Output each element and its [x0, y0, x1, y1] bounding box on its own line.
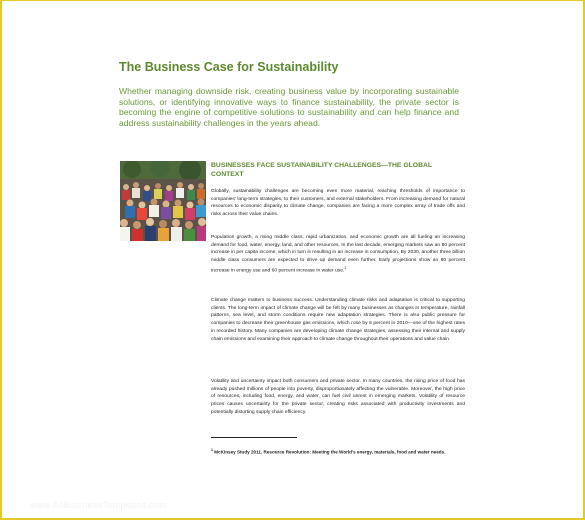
intro-text: Whether managing downside risk, creating business value by incorporating sustainable solutions, or identifying innovative ways to finance sustainability, the private sector is becoming the engine of competitive solutions to sustainability and can help finance and address sustainability challenges in the years ahead.	[119, 86, 459, 128]
footnote-divider	[211, 437, 297, 438]
document-title: The Business Case for Sustainability	[119, 60, 339, 74]
section-heading: BUSINESSES FACE SUSTAINABILITY CHALLENGES—THE GLOBAL CONTEXT	[211, 162, 432, 178]
footnote-reference: 1	[344, 265, 347, 270]
crowd-photo-graphic	[120, 161, 206, 241]
watermark: www.AllBusinessTemplates.com	[30, 500, 167, 510]
crowd-photo	[120, 161, 206, 241]
paragraph-3: Climate change matters to business success. Understanding climate risks and adaptation is critical to supporting clients. The long-term impact of climate change will be felt by many businesses as changes in temperature, rainfall patterns, sea level, and storm conditions require new adaptation strategies. There is also public pressure for companies to decrease their greenhouse gas emissions, which rose by 6 percent in 2010—one of the highest rates in recorded history. Many companies are developing climate change strategies, assessing their internal and supply chain emissions and examining their approach to climate change throughout their operations and value chain.	[211, 298, 465, 342]
footnote-text: McKinsey Study 2011. Resource Revolution: Meeting the World's energy, materials, food and water needs.	[214, 449, 446, 455]
paragraph-1: Globally, sustainability challenges are becoming even more material, reaching thresholds of importance to companies' long-term strategies, to their customers, and external stakeholders. From increasing demand for natural resources to economic disparity to climate change, companies are facing a more complex array of trade offs and risks across their value chains.	[211, 189, 465, 218]
paragraph-4: Volatility and uncertainty impact both consumers and private sector. In many countries, the rising price of food has already pushed millions of people into poverty, disproportionately affecting the vulnerable. Moreover, the high price of resources, including food, energy, and water, can fuel civil unrest in emerging markets. Volatility of resource prices causes uncertainty for the private sector, creating risks associated with productivity investments and potentially distorting supply chain efficiency.	[211, 379, 465, 415]
paragraph-2-text: Population growth, a rising middle class, rapid urbanization, and economic growth are all fueling an increasing demand for food, water, energy, land, and other resources. In the last decade, emerging markets saw an 80 percent increase in per capita income, which in turn is resulting in an increase in consumption. By 2030, another three billion middle class consumers are expected to drive up demand even further. Early projections show an 80 percent increase in energy use and 60 percent increase in water use.	[211, 235, 465, 274]
paragraph-2	[211, 234, 465, 275]
footnote	[211, 447, 465, 456]
footnote-mark: 1	[211, 448, 213, 452]
